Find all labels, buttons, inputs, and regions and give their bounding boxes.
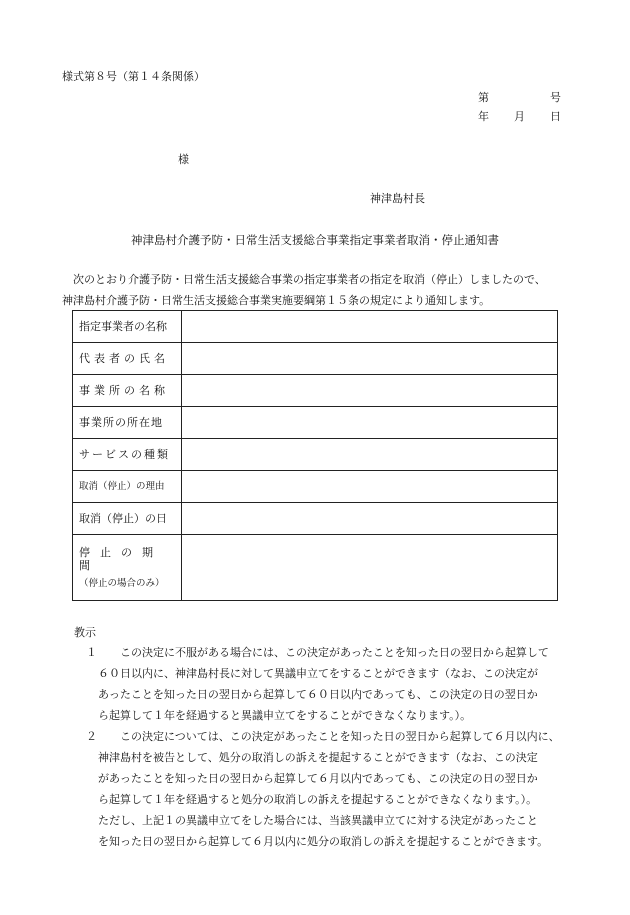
intro-paragraph	[62, 269, 587, 311]
notice-line: ら起算して１年を経過すると処分の取消しの訴えを提起することができなくなります。）。	[98, 793, 538, 806]
table-value	[182, 439, 558, 471]
date-month: 月	[514, 110, 525, 123]
notice-item-number: １	[86, 646, 97, 659]
date-year: 年	[478, 110, 489, 123]
table-value	[182, 311, 558, 343]
issuer: 神津島村長	[370, 192, 425, 205]
notice-line: ６０日以内に、神津島村長に対して異議申立てをすることができます（なお、この決定が	[98, 667, 538, 680]
table-row	[73, 407, 558, 439]
notice-line: この決定については、この決定があったことを知った日の翌日から起算して６月以内に、	[120, 730, 560, 743]
notice-line: この決定に不服がある場合には、この決定があったことを知った日の翌日から起算して	[120, 646, 549, 659]
period-sublabel: （停止の場合のみ）	[79, 577, 165, 589]
table-row	[73, 503, 558, 535]
table-label	[73, 535, 182, 601]
notice-line: あったことを知った日の翌日から起算して６０日以内であっても、この決定の日の翌日か	[98, 688, 538, 701]
table-value	[182, 471, 558, 503]
table-label: 事業所の名称	[73, 375, 182, 407]
table-label: 取消（停止）の日	[73, 503, 182, 535]
notice-line: 神津島村を被告として、処分の取消しの訴えを提起することができます（なお、この決定	[98, 751, 538, 764]
number-prefix: 第	[478, 91, 489, 104]
table-row	[73, 343, 558, 375]
period-label: 停止の期間	[79, 545, 163, 572]
table-row	[73, 535, 558, 601]
table-value	[182, 407, 558, 439]
date-day: 日	[550, 110, 561, 123]
table-label: 取消（停止）の理由	[73, 471, 182, 503]
info-table	[72, 310, 558, 601]
notice-heading: 教示	[74, 626, 96, 639]
table-label: サービスの種類	[73, 439, 182, 471]
intro-line-2: 神津島村介護予防・日常生活支援総合事業実施要綱第１５条の規定により通知します。	[62, 294, 491, 307]
table-row	[73, 311, 558, 343]
notice-item-number: ２	[86, 730, 97, 743]
table-row	[73, 471, 558, 503]
number-suffix: 号	[550, 91, 561, 104]
form-number: 様式第８号（第１４条関係）	[62, 70, 205, 83]
notice-line: ただし、上記１の異議申立てをした場合には、当該異議申立てに対する決定があったこと	[98, 814, 538, 827]
table-label: 指定事業者の名称	[73, 311, 182, 343]
notice-line: ら起算して１年を経過すると異議申立てをすることができなくなります。）。	[98, 709, 472, 722]
table-row	[73, 439, 558, 471]
table-label: 代表者の氏名	[73, 343, 182, 375]
table-value	[182, 343, 558, 375]
notice-line: があったことを知った日の翌日から起算して６月以内であっても、この決定の日の翌日か	[98, 772, 538, 785]
table-row	[73, 375, 558, 407]
table-value	[182, 535, 558, 601]
document-title: 神津島村介護予防・日常生活支援総合事業指定事業者取消・停止通知書	[131, 233, 499, 247]
table-value	[182, 375, 558, 407]
table-label: 事業所の所在地	[73, 407, 182, 439]
intro-line-1: 次のとおり介護予防・日常生活支援総合事業の指定事業者の指定を取消（停止）しましたので、	[73, 273, 546, 286]
addressee: 様	[178, 153, 189, 166]
notice-line: を知った日の翌日から起算して６月以内に処分の取消しの訴えを提起することができます。	[98, 835, 549, 848]
table-value	[182, 503, 558, 535]
